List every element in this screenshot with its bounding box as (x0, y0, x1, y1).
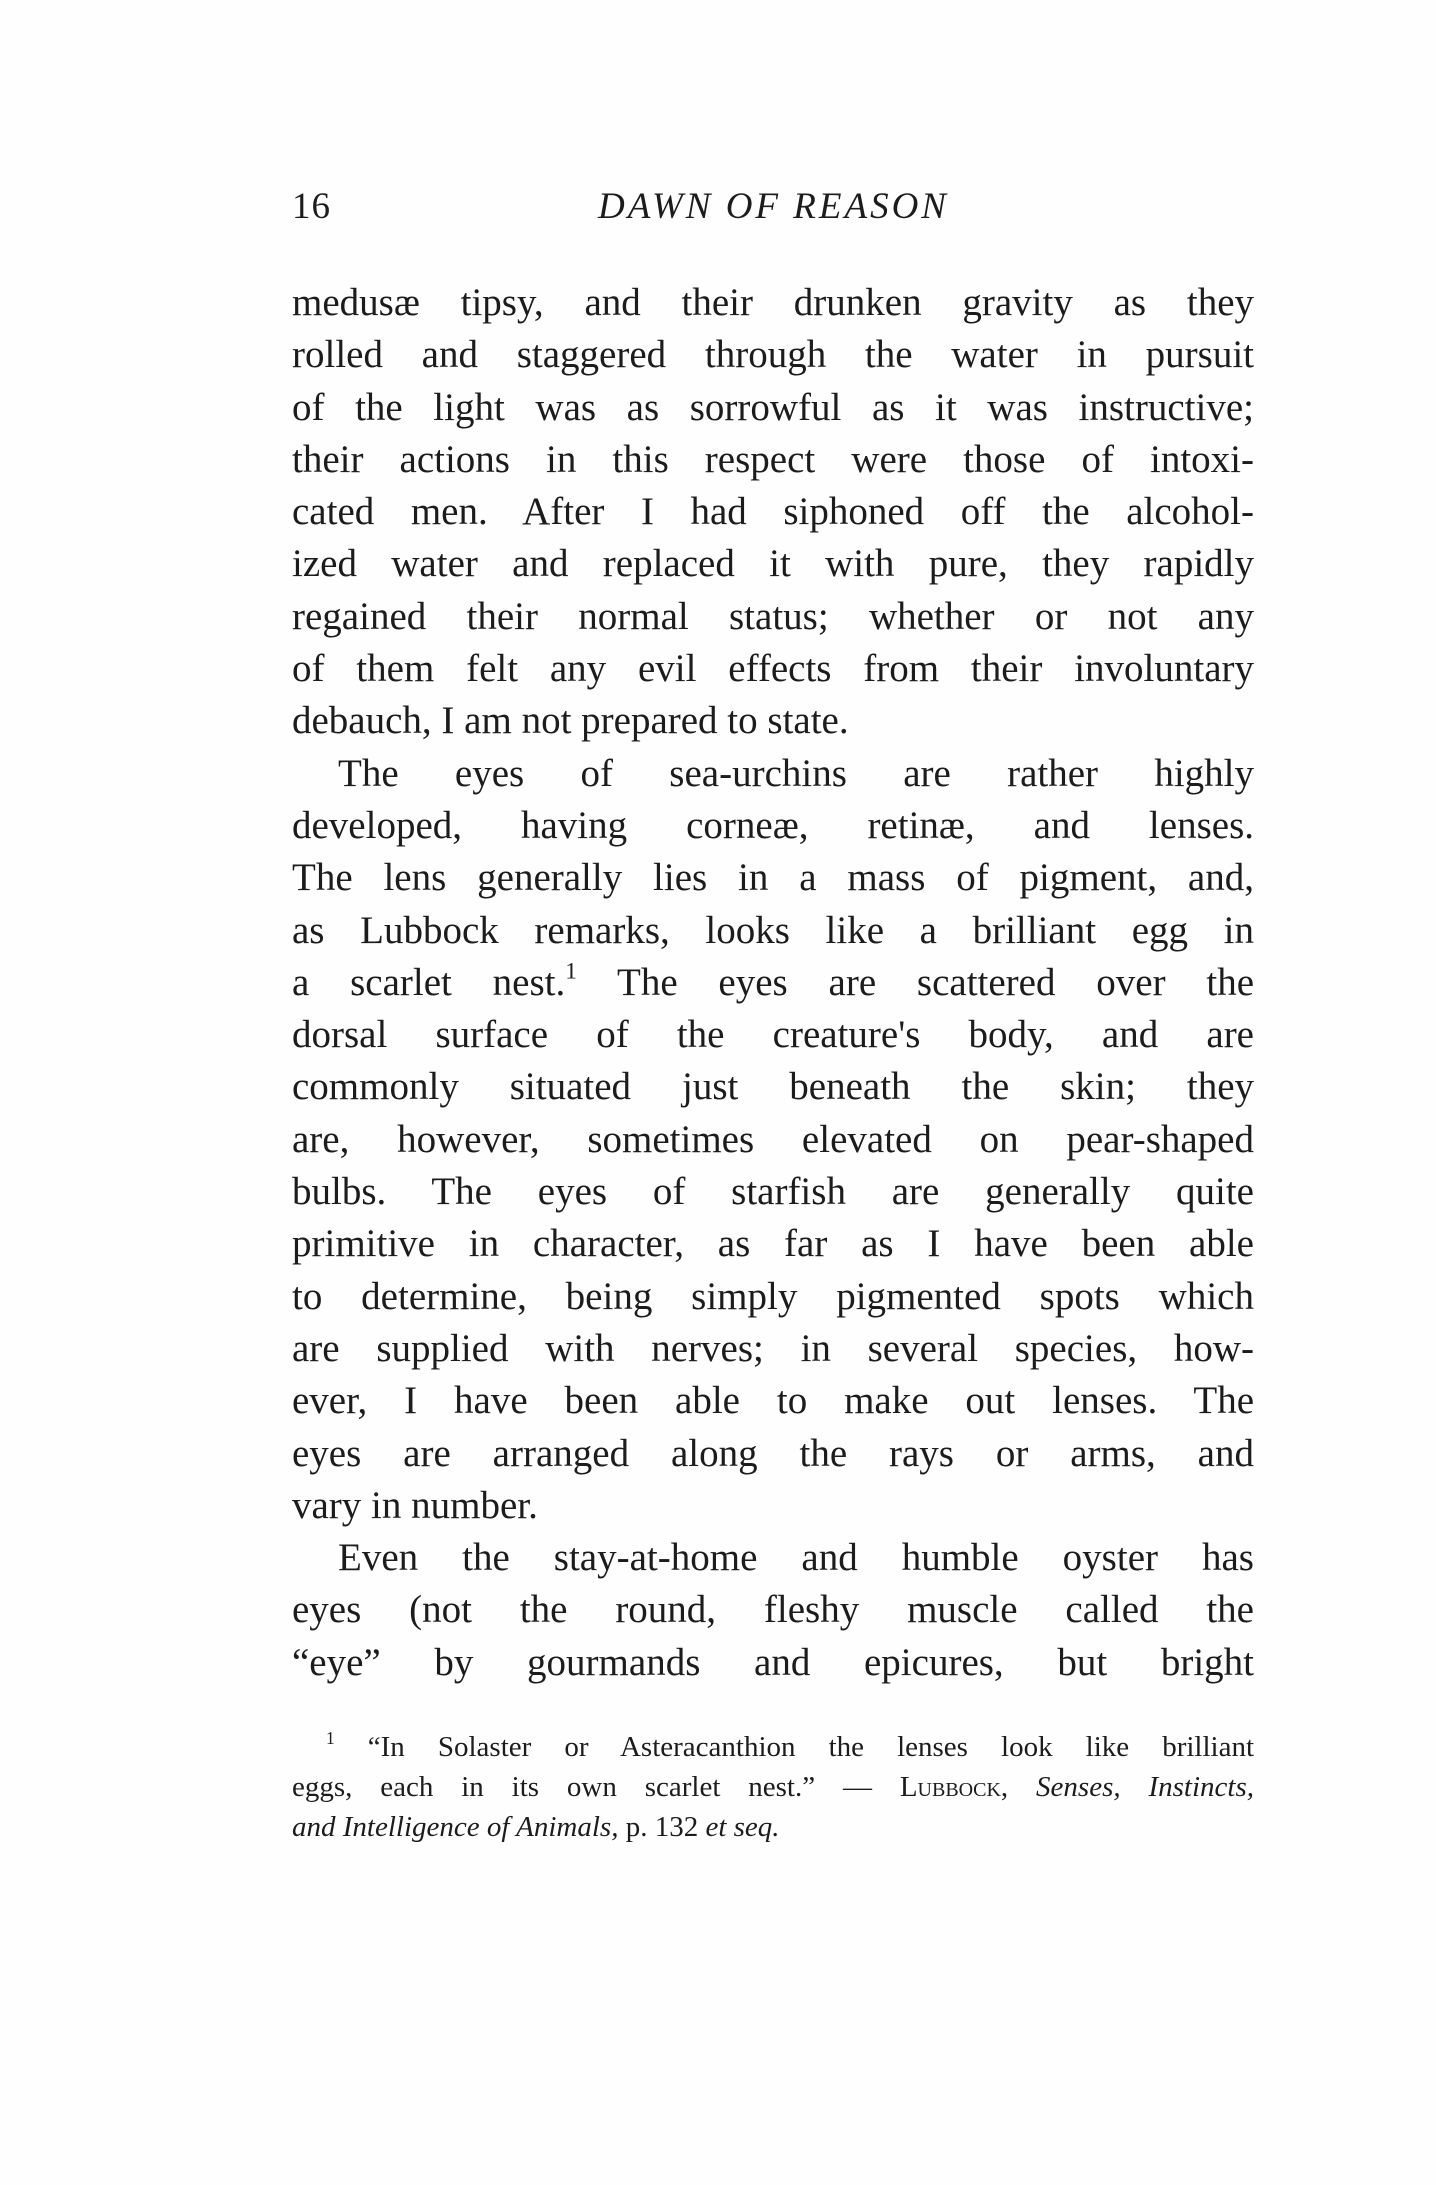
text-line: medusæ tipsy, and their drunken gravity as they (292, 281, 1254, 324)
footnote-reference: 1 (565, 958, 577, 985)
text-line: rolled and staggered through the water in pursuit (292, 333, 1254, 377)
text-line: The lens generally lies in a mass of pigment, and, (292, 856, 1254, 900)
text-line: commonly situated just beneath the skin; they (292, 1065, 1254, 1109)
text-line: to determine, being simply pigmented spots which (292, 1274, 1254, 1318)
text-segment: The eyes are scattered over the (617, 960, 1254, 1004)
footnote-line (292, 1727, 1254, 1767)
page-number: 16 (292, 186, 331, 227)
running-head (292, 182, 1254, 232)
text-line: cated men. After I had siphoned off the alcohol- (292, 490, 1254, 534)
footnote (292, 1727, 1254, 1847)
text-line: eyes are arranged along the rays or arms, and (292, 1431, 1254, 1475)
text-line: developed, having corneæ, retinæ, and lenses. (292, 803, 1254, 847)
footnote-author: Lubbock (899, 1771, 1001, 1803)
text-line: are supplied with nerves; in several species, how- (292, 1326, 1254, 1370)
text-line: The eyes of sea-urchins are rather highly (338, 751, 1254, 795)
text-line: eyes (not the round, fleshy muscle called the (292, 1588, 1254, 1632)
running-title: DAWN OF REASON (598, 186, 949, 227)
text-line-with-footnote-ref (292, 957, 1254, 1009)
body-text (292, 277, 1254, 1689)
text-line: ever, I have been able to make out lenses. The (292, 1379, 1254, 1423)
footnote-book-title: Senses, Instincts, (1036, 1771, 1254, 1803)
footnote-et-seq: et seq. (705, 1811, 780, 1843)
text-line: of the light was as sorrowful as it was instructive; (292, 385, 1254, 429)
text-segment: a scarlet nest. (292, 960, 566, 1004)
text-line: their actions in this respect were those of intoxi- (292, 437, 1254, 481)
footnote-line (292, 1767, 1254, 1807)
footnote-text: “In Solaster or Asteracanthion the lenses look like brilliant (367, 1731, 1255, 1763)
text-line: ized water and replaced it with pure, they rapidly (292, 542, 1254, 586)
text-line: of them felt any evil effects from their involuntary (292, 647, 1254, 691)
text-line: as Lubbock remarks, looks like a brilliant egg in (292, 908, 1254, 952)
text-line: primitive in character, as far as I have been able (292, 1222, 1254, 1266)
footnote-marker: 1 (326, 1727, 335, 1748)
footnote-line (292, 1807, 1254, 1847)
text-line: “eye” by gourmands and epicures, but bright (292, 1640, 1254, 1684)
text-line: are, however, sometimes elevated on pear-shaped (292, 1117, 1254, 1161)
text-line: Even the stay-at-home and humble oyster has (338, 1536, 1254, 1580)
text-line: dorsal surface of the creature's body, and are (292, 1013, 1254, 1057)
text-line: debauch, I am not prepared to state. (292, 699, 849, 743)
footnote-text: eggs, each in its own scarlet nest.” — (292, 1771, 900, 1803)
text-line: bulbs. The eyes of starfish are generally quite (292, 1170, 1254, 1214)
footnote-page-ref: p. 132 (618, 1811, 706, 1843)
footnote-text: , (1000, 1771, 1037, 1803)
text-line: vary in number. (292, 1483, 538, 1527)
text-line: regained their normal status; whether or not any (292, 594, 1254, 638)
footnote-book-title: and Intelligence of Animals, (292, 1811, 619, 1843)
